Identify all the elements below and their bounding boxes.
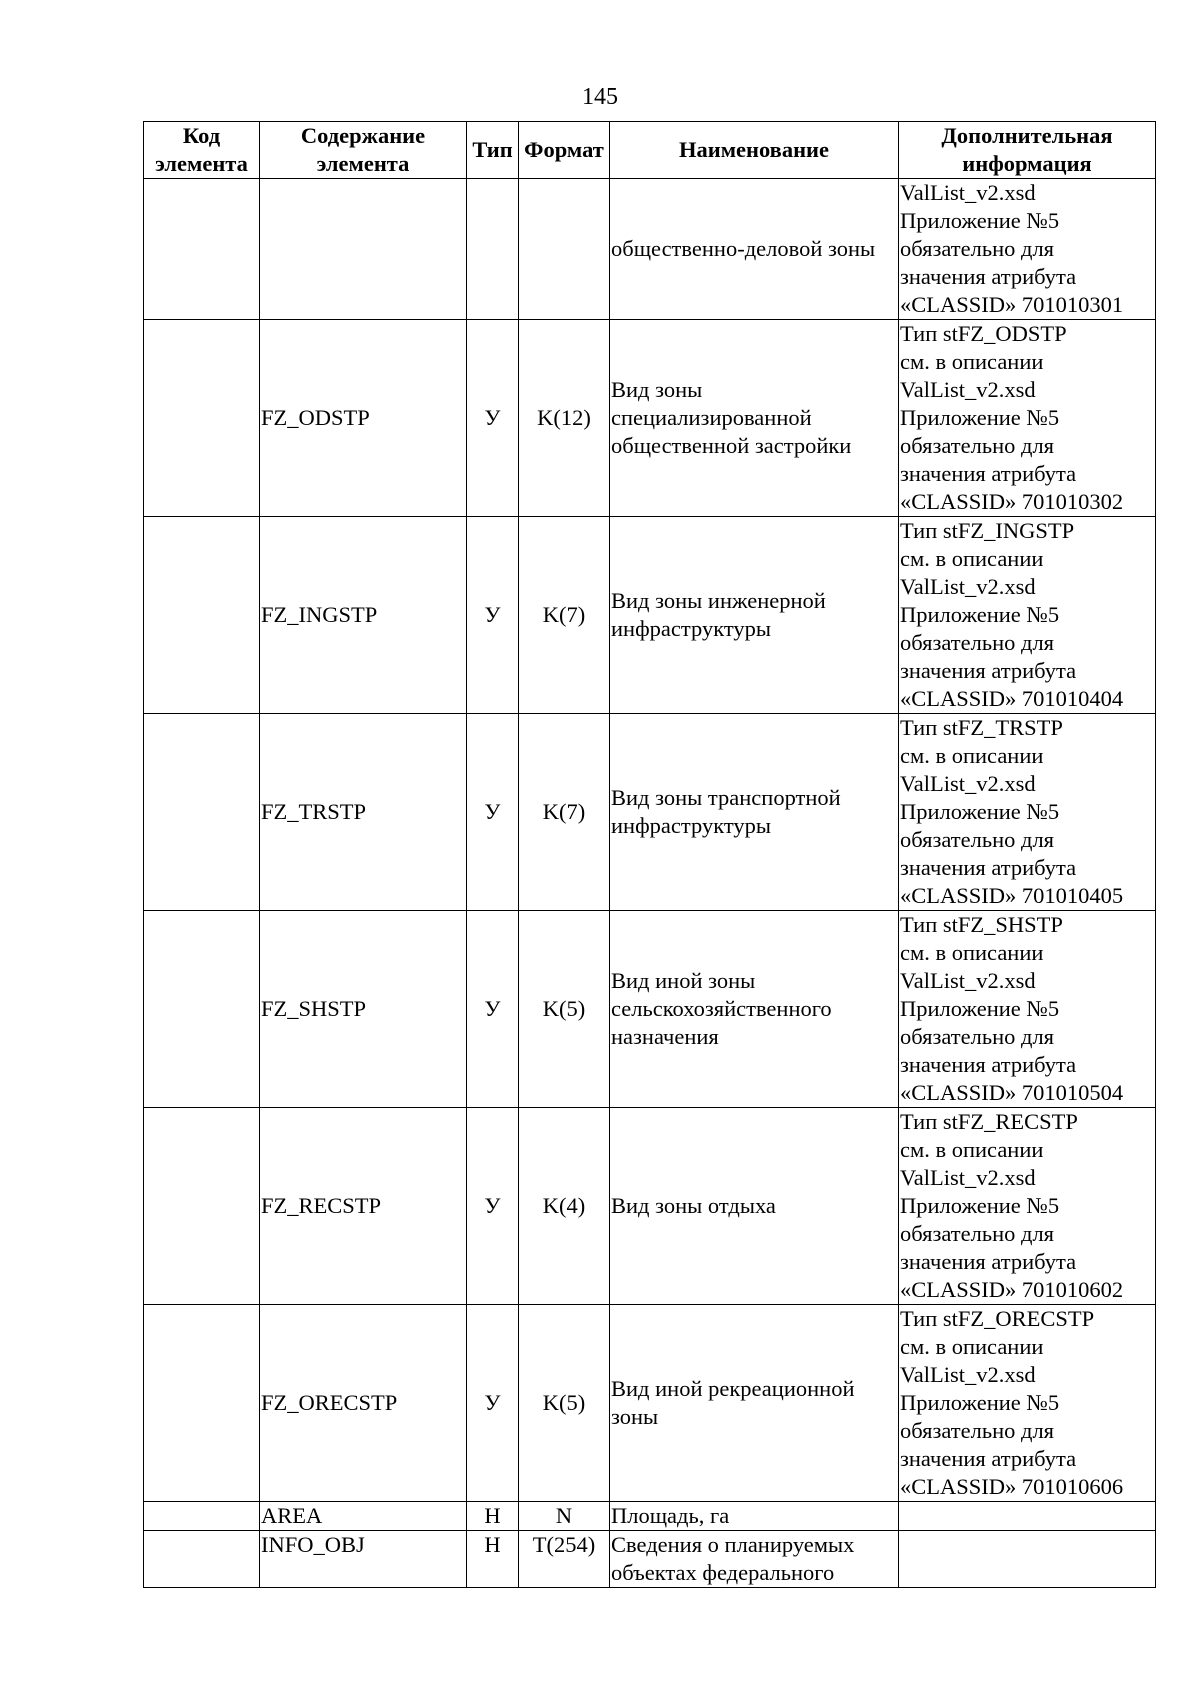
cell-content: FZ_INGSTP <box>260 517 467 714</box>
cell-type: У <box>467 714 519 911</box>
cell-format: N <box>519 1502 610 1531</box>
cell-info-line: значения атрибута <box>900 1052 1077 1077</box>
cell-content: FZ_TRSTP <box>260 714 467 911</box>
cell-content: FZ_SHSTP <box>260 911 467 1108</box>
cell-info-line: Приложение №5 <box>900 208 1060 233</box>
cell-name-line: Вид зоны отдыха <box>611 1193 776 1218</box>
cell-info-line: «CLASSID» 701010405 <box>900 883 1124 908</box>
cell-info-line: см. в описании <box>900 1137 1044 1162</box>
table-row <box>144 1108 1156 1305</box>
cell-name <box>610 1305 899 1502</box>
table-row <box>144 320 1156 517</box>
cell-info-line: см. в описании <box>900 349 1044 374</box>
cell-name-line: Площадь, га <box>611 1503 730 1528</box>
cell-name-line: Вид зоны инженерной <box>611 588 826 613</box>
cell-info-line: Тип stFZ_ODSTP <box>900 321 1067 346</box>
header-code: Код элемента <box>144 122 260 179</box>
cell-name <box>610 517 899 714</box>
cell-info-line: значения атрибута <box>900 264 1077 289</box>
cell-name-line: Вид иной рекреационной <box>611 1376 855 1401</box>
cell-code <box>144 320 260 517</box>
cell-content <box>260 179 467 320</box>
cell-info-line: «CLASSID» 701010302 <box>900 489 1124 514</box>
cell-info-line: «CLASSID» 701010504 <box>900 1080 1124 1105</box>
cell-info-line: «CLASSID» 701010606 <box>900 1474 1124 1499</box>
cell-info-line: Тип stFZ_ORECSTP <box>900 1306 1095 1331</box>
cell-name-line: зоны <box>611 1404 659 1429</box>
table-row <box>144 1502 1156 1531</box>
cell-type: Н <box>467 1531 519 1588</box>
cell-code <box>144 714 260 911</box>
cell-info-line: значения атрибута <box>900 1249 1077 1274</box>
cell-type: У <box>467 517 519 714</box>
cell-name-line: Сведения о планируемых <box>611 1532 855 1557</box>
cell-info <box>899 179 1156 320</box>
cell-info-line: ValList_v2.xsd <box>900 377 1036 402</box>
cell-info <box>899 911 1156 1108</box>
cell-content: FZ_ORECSTP <box>260 1305 467 1502</box>
cell-format: K(4) <box>519 1108 610 1305</box>
header-content: Содержание элемента <box>260 122 467 179</box>
cell-content: FZ_RECSTP <box>260 1108 467 1305</box>
cell-name-line: инфраструктуры <box>611 813 771 838</box>
table-header-row <box>144 122 1156 179</box>
cell-type: Н <box>467 1502 519 1531</box>
cell-name-line: Вид зоны <box>611 377 703 402</box>
cell-name <box>610 320 899 517</box>
cell-type: У <box>467 320 519 517</box>
cell-format: K(5) <box>519 1305 610 1502</box>
cell-info-line: обязательно для <box>900 1024 1055 1049</box>
cell-code <box>144 1531 260 1588</box>
cell-info <box>899 320 1156 517</box>
cell-info <box>899 1502 1156 1531</box>
cell-info-line: Приложение №5 <box>900 602 1060 627</box>
cell-type <box>467 179 519 320</box>
cell-info-line: ValList_v2.xsd <box>900 1362 1036 1387</box>
cell-info-line: ValList_v2.xsd <box>900 1165 1036 1190</box>
cell-info-line: значения атрибута <box>900 855 1077 880</box>
cell-info-line: ValList_v2.xsd <box>900 771 1036 796</box>
cell-content: AREA <box>260 1502 467 1531</box>
cell-name-line: сельскохозяйственного <box>611 996 832 1021</box>
cell-name-line: Вид зоны транспортной <box>611 785 841 810</box>
cell-info-line: ValList_v2.xsd <box>900 180 1036 205</box>
cell-info-line: Приложение №5 <box>900 1390 1060 1415</box>
cell-code <box>144 517 260 714</box>
cell-code <box>144 911 260 1108</box>
cell-info-line: обязательно для <box>900 433 1055 458</box>
table-row <box>144 911 1156 1108</box>
cell-info-line: «CLASSID» 701010301 <box>900 292 1124 317</box>
cell-code <box>144 1502 260 1531</box>
cell-format: K(5) <box>519 911 610 1108</box>
cell-info-line: Тип stFZ_INGSTP <box>900 518 1075 543</box>
cell-info-line: значения атрибута <box>900 1446 1077 1471</box>
cell-type: У <box>467 1108 519 1305</box>
cell-content: FZ_ODSTP <box>260 320 467 517</box>
cell-info <box>899 1305 1156 1502</box>
cell-info-line: Тип stFZ_TRSTP <box>900 715 1063 740</box>
cell-info-line: «CLASSID» 701010602 <box>900 1277 1124 1302</box>
cell-info-line: ValList_v2.xsd <box>900 574 1036 599</box>
cell-format: T(254) <box>519 1531 610 1588</box>
cell-name <box>610 179 899 320</box>
page-number: 145 <box>582 84 618 110</box>
cell-format <box>519 179 610 320</box>
cell-info-line: обязательно для <box>900 630 1055 655</box>
cell-name-line: назначения <box>611 1024 719 1049</box>
cell-info <box>899 1531 1156 1588</box>
header-info: Дополнительная информация <box>899 122 1156 179</box>
header-name: Наименование <box>610 122 899 179</box>
cell-info-line: Тип stFZ_SHSTP <box>900 912 1063 937</box>
cell-info-line: см. в описании <box>900 940 1044 965</box>
cell-name-line: инфраструктуры <box>611 616 771 641</box>
cell-info-line: Приложение №5 <box>900 799 1060 824</box>
cell-name-line: общественной застройки <box>611 433 852 458</box>
cell-info-line: «CLASSID» 701010404 <box>900 686 1124 711</box>
cell-name <box>610 714 899 911</box>
cell-info <box>899 517 1156 714</box>
cell-format: K(7) <box>519 714 610 911</box>
cell-name-line: объектах федерального <box>611 1560 835 1585</box>
cell-type: У <box>467 1305 519 1502</box>
cell-name <box>610 1502 899 1531</box>
cell-name-line: специализированной <box>611 405 812 430</box>
header-type: Тип <box>467 122 519 179</box>
cell-name <box>610 911 899 1108</box>
cell-info-line: обязательно для <box>900 1418 1055 1443</box>
cell-name <box>610 1531 899 1588</box>
table-row <box>144 714 1156 911</box>
cell-content: INFO_OBJ <box>260 1531 467 1588</box>
cell-info-line: см. в описании <box>900 743 1044 768</box>
cell-info-line: обязательно для <box>900 236 1055 261</box>
cell-info-line: обязательно для <box>900 827 1055 852</box>
element-spec-table <box>143 121 1156 1588</box>
cell-format: K(12) <box>519 320 610 517</box>
cell-info-line: Приложение №5 <box>900 405 1060 430</box>
table-row <box>144 179 1156 320</box>
cell-code <box>144 1108 260 1305</box>
cell-info-line: Приложение №5 <box>900 996 1060 1021</box>
table-row <box>144 517 1156 714</box>
cell-info-line: ValList_v2.xsd <box>900 968 1036 993</box>
cell-name-line: Вид иной зоны <box>611 968 756 993</box>
cell-info-line: см. в описании <box>900 546 1044 571</box>
cell-code <box>144 179 260 320</box>
cell-info-line: см. в описании <box>900 1334 1044 1359</box>
cell-type: У <box>467 911 519 1108</box>
cell-info-line: значения атрибута <box>900 461 1077 486</box>
cell-info-line: Тип stFZ_RECSTP <box>900 1109 1078 1134</box>
cell-code <box>144 1305 260 1502</box>
cell-info <box>899 714 1156 911</box>
cell-info <box>899 1108 1156 1305</box>
table-row <box>144 1305 1156 1502</box>
cell-info-line: обязательно для <box>900 1221 1055 1246</box>
cell-info-line: Приложение №5 <box>900 1193 1060 1218</box>
cell-name-line: общественно-деловой зоны <box>611 236 876 261</box>
cell-info-line: значения атрибута <box>900 658 1077 683</box>
header-format: Формат <box>519 122 610 179</box>
table-row <box>144 1531 1156 1588</box>
cell-name <box>610 1108 899 1305</box>
cell-format: K(7) <box>519 517 610 714</box>
